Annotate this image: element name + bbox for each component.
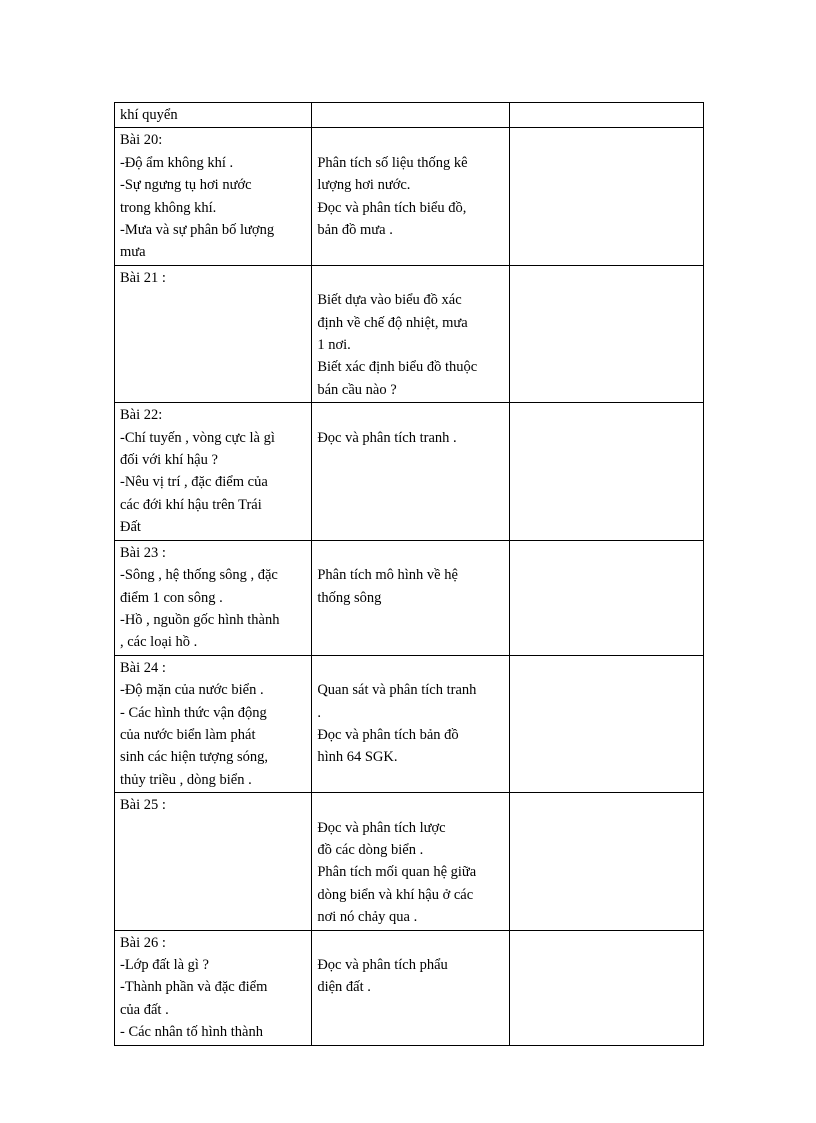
cell-line: sinh các hiện tượng sóng,	[120, 749, 269, 766]
notes-cell	[509, 265, 703, 402]
cell-line: định về chế độ nhiệt, mưa	[317, 314, 468, 331]
cell-line: dòng biển và khí hậu ở các	[317, 886, 474, 903]
lesson-table-body	[115, 103, 704, 1046]
cell-line: Bài 20:	[120, 132, 163, 149]
notes-cell	[509, 540, 703, 655]
cell-line: -Sông , hệ thống sông , đặc	[120, 567, 278, 584]
table-row	[115, 103, 704, 128]
cell-line: đối với khí hậu ?	[120, 452, 218, 469]
cell-line: trong không khí.	[120, 199, 217, 216]
cell-line: Bài 22:	[120, 407, 163, 424]
notes-cell	[509, 655, 703, 792]
table-row	[115, 403, 704, 540]
cell-line: .	[317, 704, 321, 721]
lesson-cell	[115, 540, 312, 655]
lesson-cell	[115, 403, 312, 540]
blank-line	[317, 267, 503, 289]
blank-line	[317, 129, 503, 151]
cell-line: Bài 25 :	[120, 797, 166, 814]
cell-line: Bài 24 :	[120, 659, 166, 676]
cell-line: Quan sát và phân tích tranh	[317, 682, 477, 699]
cell-line: bản đồ mưa .	[317, 222, 393, 239]
cell-line: bán cầu nào ?	[317, 381, 397, 398]
cell-line: Bài 23 :	[120, 544, 166, 561]
cell-line: Đọc và phân tích bản đồ	[317, 726, 459, 743]
cell-line: diện đất .	[317, 979, 371, 996]
cell-line: Phân tích mô hình về hệ	[317, 567, 458, 584]
cell-line: Phân tích mối quan hệ giữa	[317, 864, 477, 881]
cell-line: khí quyển	[120, 107, 178, 123]
table-row	[115, 930, 704, 1045]
cell-line: của đất .	[120, 1001, 169, 1018]
lesson-cell	[115, 128, 312, 265]
cell-line: Đọc và phân tích lược	[317, 819, 446, 836]
table-row	[115, 655, 704, 792]
cell-line: -Nêu vị trí , đặc điểm của	[120, 474, 268, 491]
cell-line: Đất	[120, 519, 141, 536]
skills-cell	[312, 930, 509, 1045]
cell-line: Bài 26 :	[120, 934, 166, 951]
cell-line: -Thành phần và đặc điểm	[120, 979, 268, 996]
skills-cell	[312, 103, 509, 128]
cell-line: Biết xác định biểu đồ thuộc	[317, 359, 478, 376]
lesson-table	[114, 102, 704, 1046]
cell-line: thống sông	[317, 589, 382, 606]
cell-line: các đới khí hậu trên Trái	[120, 496, 262, 513]
skills-cell	[312, 128, 509, 265]
cell-line: của nước biển làm phát	[120, 726, 256, 743]
notes-cell	[509, 128, 703, 265]
skills-cell	[312, 540, 509, 655]
cell-line: -Mưa và sự phân bố lượng	[120, 222, 275, 239]
cell-line: điểm 1 con sông .	[120, 589, 223, 606]
cell-line: -Lớp đất là gì ?	[120, 957, 209, 973]
cell-line: 1 nơi.	[317, 337, 351, 354]
table-row	[115, 793, 704, 930]
cell-line: -Độ mặn của nước biển .	[120, 682, 264, 699]
skills-cell	[312, 265, 509, 402]
lesson-cell	[115, 265, 312, 402]
blank-line	[317, 932, 503, 954]
cell-line: Đọc và phân tích phẩu	[317, 956, 448, 973]
cell-line: Phân tích số liệu thống kê	[317, 154, 468, 171]
skills-cell	[312, 403, 509, 540]
cell-line: Đọc và phân tích tranh .	[317, 429, 457, 446]
cell-line: -Sự ngưng tụ hơi nước	[120, 177, 252, 194]
lesson-cell	[115, 103, 312, 128]
cell-line: - Các nhân tố hình thành	[120, 1024, 263, 1041]
skills-cell	[312, 793, 509, 930]
blank-line	[317, 657, 503, 679]
notes-cell	[509, 930, 703, 1045]
blank-line	[317, 542, 503, 564]
cell-line: -Độ ẩm không khí .	[120, 154, 234, 171]
lesson-cell	[115, 655, 312, 792]
lesson-cell	[115, 930, 312, 1045]
cell-line: Đọc và phân tích biểu đồ,	[317, 199, 467, 216]
cell-line: thủy triều , dòng biển .	[120, 771, 252, 788]
cell-line: lượng hơi nước.	[317, 177, 411, 194]
lesson-cell	[115, 793, 312, 930]
cell-line: Bài 21 :	[120, 269, 166, 286]
notes-cell	[509, 403, 703, 540]
skills-cell	[312, 655, 509, 792]
cell-line: mưa	[120, 244, 146, 261]
cell-line: hình 64 SGK.	[317, 749, 398, 766]
cell-line: - Các hình thức vận động	[120, 704, 267, 721]
cell-line: -Hồ , nguồn gốc hình thành	[120, 611, 280, 628]
cell-line: đồ các dòng biển .	[317, 841, 424, 858]
notes-cell	[509, 103, 703, 128]
table-row	[115, 128, 704, 265]
blank-line	[317, 794, 503, 816]
cell-line: , các loại hồ .	[120, 634, 198, 651]
cell-line: Biết dựa vào biểu đồ xác	[317, 292, 462, 309]
blank-line	[317, 404, 503, 426]
cell-line: nơi nó chảy qua .	[317, 909, 418, 926]
table-row	[115, 265, 704, 402]
cell-line: -Chí tuyến , vòng cực là gì	[120, 429, 275, 446]
table-row	[115, 540, 704, 655]
notes-cell	[509, 793, 703, 930]
